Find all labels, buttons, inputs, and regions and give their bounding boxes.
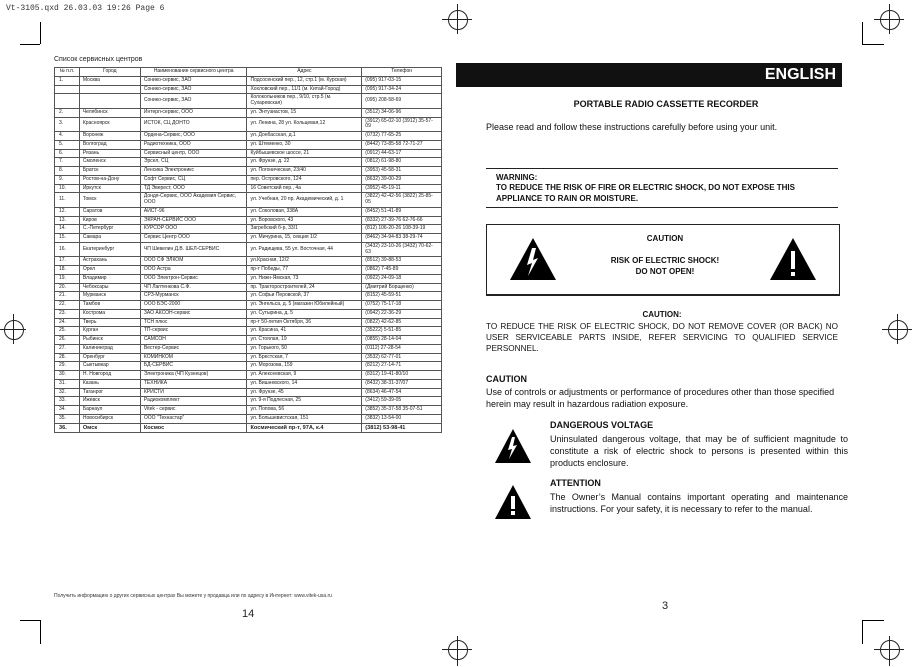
crop-mark — [862, 620, 863, 644]
row-number: 2. — [55, 108, 80, 117]
row-number: 24. — [55, 318, 80, 327]
row-phone: (8332) 27-39-76 62-76-66 — [362, 216, 442, 225]
row-phone: (8432) 38-31-37/07 — [362, 379, 442, 388]
row-center-name: ООО БЭС-2000 — [140, 301, 247, 310]
row-city: Смоленск — [79, 158, 140, 167]
exclamation-triangle-icon — [768, 236, 818, 282]
row-center-name: Сервис Центр ООО — [140, 234, 247, 243]
registration-mark-right — [888, 320, 908, 340]
table-row — [55, 371, 442, 380]
caution-body: TO REDUCE THE RISK OF ELECTRIC SHOCK, DO NOT REMOVE COVER (OR BACK) NO USER SERVICEABLE PARTS INSIDE, REFER SERVICING TO QUALIFIED SERVICE PERSONNEL. — [486, 322, 838, 354]
crop-mark — [40, 620, 41, 644]
row-center-name: Vitek - сервис — [140, 406, 247, 415]
row-address: ул. Ленина, 28 ул. Кольцевая,12 — [247, 117, 362, 132]
table-row — [55, 216, 442, 225]
row-phone: (8512) 39-88-53 — [362, 257, 442, 266]
row-phone: (3952) 45-19-11 — [362, 184, 442, 193]
crop-mark — [20, 620, 40, 621]
row-center-name: ЧП Лаптенкова С.Ф. — [140, 283, 247, 292]
row-phone: (095) 917-03-15 — [362, 76, 442, 85]
row-number: 10. — [55, 184, 80, 193]
row-city: Москва — [79, 76, 140, 85]
table-row — [55, 327, 442, 336]
row-center-name: Космос — [140, 423, 247, 432]
lightning-triangle-icon — [494, 428, 532, 464]
row-phone: (0732) 77-65-25 — [362, 132, 442, 141]
table-row — [55, 336, 442, 345]
caution-box-text — [590, 256, 740, 278]
row-address: ул. 9-я Подлесная, 25 — [247, 397, 362, 406]
row-city: Сыктывкар — [79, 362, 140, 371]
row-center-name: КОМИНКОМ — [140, 353, 247, 362]
row-phone: (0922) 24-09-18 — [362, 274, 442, 283]
row-number: 16. — [55, 242, 80, 257]
table-row — [55, 344, 442, 353]
row-center-name: ТД Эверест, ООО — [140, 184, 247, 193]
row-number: 33. — [55, 397, 80, 406]
row-phone: (095) 208-58-69 — [362, 94, 442, 109]
row-city: Екатеринбург — [79, 242, 140, 257]
row-city: Киров — [79, 216, 140, 225]
table-row — [55, 388, 442, 397]
table-row — [55, 234, 442, 243]
row-phone: (8312) 19-41-80/10 — [362, 371, 442, 380]
row-phone: (Дмитрий Борщенко) — [362, 283, 442, 292]
row-number: 21. — [55, 292, 80, 301]
row-phone: (3532) 62-77-01 — [362, 353, 442, 362]
row-center-name: Интерл-сервис, ООО — [140, 108, 247, 117]
row-number: 20. — [55, 283, 80, 292]
row-phone: (812) 106-20-26 108-39-19 — [362, 225, 442, 234]
registration-line — [897, 314, 898, 344]
column-header-phone: Телефон — [362, 68, 442, 77]
row-number: 4. — [55, 132, 80, 141]
row-number: 19. — [55, 274, 80, 283]
row-center-name: Сонико-сервис, ЗАО — [140, 76, 247, 85]
row-city — [79, 94, 140, 109]
row-phone: (0855) 28-14-04 — [362, 336, 442, 345]
crop-mark — [862, 22, 863, 44]
row-address: Колокольников пер., 9/10, стр.5 (м. Сухаревская) — [247, 94, 362, 109]
row-center-name: ЗАО АКСОН-сервис — [140, 309, 247, 318]
row-address: ул. Нижн-Ямская, 73 — [247, 274, 362, 283]
row-city: Волгоград — [79, 140, 140, 149]
row-phone: (0862) 7-45-89 — [362, 266, 442, 275]
row-address: 16 Советский пер., 4а — [247, 184, 362, 193]
row-address: пр-т Победы, 77 — [247, 266, 362, 275]
row-center-name: ООО "Технастар" — [140, 414, 247, 423]
column-header-city: Город — [79, 68, 140, 77]
row-phone: (0822) 42-62-85 — [362, 318, 442, 327]
registration-mark-left — [4, 320, 24, 340]
row-phone: (0912) 44-63-17 — [362, 149, 442, 158]
intro-text: Please read and follow these instructions carefully before using your unit. — [486, 122, 778, 132]
row-address: ул. Штеменко, 30 — [247, 140, 362, 149]
row-center-name: Электроника (ЧП Кузнецов) — [140, 371, 247, 380]
row-city: Братск — [79, 167, 140, 176]
row-address: ул. Алексеевская, 9 — [247, 371, 362, 380]
row-number: 12. — [55, 207, 80, 216]
caution-box-title: CAUTION — [646, 234, 684, 243]
row-city: Воронеж — [79, 132, 140, 141]
row-address: ул. Горького, 50 — [247, 344, 362, 353]
row-address: пр-т 50-летия Октября, 36 — [247, 318, 362, 327]
row-city: Казань — [79, 379, 140, 388]
table-row — [55, 207, 442, 216]
radiation-caution-body: Use of controls or adjustments or performance of procedures other than those specified herein may result in hazardous radiation exposure. — [486, 387, 835, 410]
row-address: ул. Мичурина, 15, секция 1/2 — [247, 234, 362, 243]
row-address: ул. Учебная, 20 пр. Академический, д. 1 — [247, 193, 362, 208]
row-center-name: Эрсел, СЦ — [140, 158, 247, 167]
row-city: Владимир — [79, 274, 140, 283]
caution-box-divider — [486, 294, 840, 295]
row-center-name: Радиокомплект — [140, 397, 247, 406]
row-center-name: ТП-сервис — [140, 327, 247, 336]
row-number: 8. — [55, 167, 80, 176]
row-city — [79, 85, 140, 94]
row-phone: (3852) 35-37-58 35-07-51 — [362, 406, 442, 415]
row-city: Орел — [79, 266, 140, 275]
column-header-center-name: Наименование сервисного центра — [140, 68, 247, 77]
row-address: ул. Погоническая, 23/40 — [247, 167, 362, 176]
row-city: Ростов-на-Дону — [79, 175, 140, 184]
row-address: ул.Красная, 12/2 — [247, 257, 362, 266]
row-number: 35. — [55, 414, 80, 423]
row-center-name: Вестер-Сервис — [140, 344, 247, 353]
row-center-name: ТСН плюс — [140, 318, 247, 327]
table-row — [55, 85, 442, 94]
row-address: Куйбышевское шоссе, 21 — [247, 149, 362, 158]
row-address: ул. Донбасская, д.1 — [247, 132, 362, 141]
row-address: Хохловский пер., 11/1 (м. Китай-Город) — [247, 85, 362, 94]
page-number-right: 3 — [662, 600, 669, 612]
row-address: ул. Софьи Перовской, 37 — [247, 292, 362, 301]
row-phone: (3412) 59-39-05 — [362, 397, 442, 406]
row-city: Курган — [79, 327, 140, 336]
row-number: 9. — [55, 175, 80, 184]
row-center-name: Сонико-сервис, ЗАО — [140, 85, 247, 94]
row-address: ул. Морозова, 159 — [247, 362, 362, 371]
row-number: 27. — [55, 344, 80, 353]
attention-heading: ATTENTION — [550, 478, 601, 488]
table-row — [55, 184, 442, 193]
row-address: ул. Энтузиастов, 15 — [247, 108, 362, 117]
row-city: Оренбург — [79, 353, 140, 362]
row-city: Астрахань — [79, 257, 140, 266]
table-row — [55, 414, 442, 423]
row-phone: (0112) 27-28-54 — [362, 344, 442, 353]
row-center-name: Сервисный центр, ООО — [140, 149, 247, 158]
row-city: Тверь — [79, 318, 140, 327]
row-city: Мурманск — [79, 292, 140, 301]
row-number: 23. — [55, 309, 80, 318]
column-header-number: № п.п. — [55, 68, 80, 77]
page-number-left: 14 — [242, 608, 255, 620]
crop-mark — [40, 22, 41, 44]
table-row — [55, 266, 442, 275]
row-center-name: ТЕХНИКА — [140, 379, 247, 388]
row-phone: (8212) 27-14-71 — [362, 362, 442, 371]
row-center-name: ООО СФ ЭЛКОМ — [140, 257, 247, 266]
attention-body: The Owner’s Manual contains important operating and maintenance instructions. For your safety, it is necessary to refer to the manual. — [550, 492, 848, 515]
row-address: ул. Стоялая, 19 — [247, 336, 362, 345]
dangerous-voltage-body: Uninsulated dangerous voltage, that may be of sufficient magnitude to constitute a risk of electric shock to persons is presented within this products enclosure. — [550, 434, 848, 469]
table-row — [55, 353, 442, 362]
row-city: Ижевск — [79, 397, 140, 406]
table-row — [55, 108, 442, 117]
row-number: 32. — [55, 388, 80, 397]
table-row — [55, 225, 442, 234]
row-center-name: ЧП Шевелин Д.В. ШЕЛ-СЕРВИС — [140, 242, 247, 257]
row-number: 22. — [55, 301, 80, 310]
table-row — [55, 406, 442, 415]
service-centers-table — [54, 67, 442, 433]
row-number: 30. — [55, 371, 80, 380]
row-number — [55, 94, 80, 109]
table-row — [55, 175, 442, 184]
row-phone: (8452) 51-41-89 — [362, 207, 442, 216]
row-city: С.-Петербург — [79, 225, 140, 234]
row-number: 6. — [55, 149, 80, 158]
row-number: 29. — [55, 362, 80, 371]
row-center-name: САМСОН — [140, 336, 247, 345]
table-row — [55, 140, 442, 149]
row-phone: (095) 917-34-24 — [362, 85, 442, 94]
table-row — [55, 76, 442, 85]
row-phone: (3832) 13-54-00 — [362, 414, 442, 423]
row-phone: (3822) 42-42-56 (3822) 25-85-05 — [362, 193, 442, 208]
row-city: Н. Новгород — [79, 371, 140, 380]
row-city: Самара — [79, 234, 140, 243]
row-city: Новосибирск — [79, 414, 140, 423]
row-center-name: ИСТОК, СЦ ДОНТО — [140, 117, 247, 132]
row-number: 13. — [55, 216, 80, 225]
table-row — [55, 193, 442, 208]
row-address: ул. Энгельса, д. 5 (магазин Юбилейный) — [247, 301, 362, 310]
row-city: Челябинск — [79, 108, 140, 117]
lightning-triangle-icon — [508, 236, 558, 282]
warning-heading: WARNING: — [496, 173, 538, 182]
table-row — [55, 318, 442, 327]
row-phone: (35222) 5-51-85 — [362, 327, 442, 336]
row-number: 7. — [55, 158, 80, 167]
registration-line — [889, 4, 890, 34]
service-centers-footer: Получить информацию о других сервисных центрах Вы можете у продавца или по адресу в Интернет: www.vitek-usa.ru — [54, 593, 332, 599]
row-city: Томск — [79, 193, 140, 208]
registration-line — [889, 636, 890, 666]
row-number: 31. — [55, 379, 80, 388]
table-row — [55, 301, 442, 310]
row-center-name: СРЗ-Мурманск — [140, 292, 247, 301]
table-row — [55, 242, 442, 257]
row-phone: (3953) 45-58-31 — [362, 167, 442, 176]
row-address: ул. Воровского, 43 — [247, 216, 362, 225]
row-address: ул. Сутырина, д. 5 — [247, 309, 362, 318]
row-center-name: ООО Астра — [140, 266, 247, 275]
registration-line — [457, 4, 458, 34]
service-centers-title: Список сервисных центров — [54, 56, 143, 63]
table-row — [55, 309, 442, 318]
row-number: 5. — [55, 140, 80, 149]
registration-mark-bottom — [448, 640, 468, 660]
product-title: PORTABLE RADIO CASSETTE RECORDER — [573, 99, 759, 109]
row-phone: (8634) 46-47-54 — [362, 388, 442, 397]
row-city: Тамбов — [79, 301, 140, 310]
row-address: ул. Красина, 41 — [247, 327, 362, 336]
crop-mark — [862, 620, 884, 621]
table-row — [55, 397, 442, 406]
radiation-caution-heading: CAUTION — [486, 374, 527, 384]
row-center-name: КРИСТИ — [140, 388, 247, 397]
table-row — [55, 423, 442, 432]
table-body — [55, 76, 442, 432]
crop-mark — [20, 44, 40, 45]
warning-body: TO REDUCE THE RISK OF FIRE OR ELECTRIC SHOCK, DO NOT EXPOSE THIS APPLIANCE TO RAIN OR MOISTURE. — [496, 183, 795, 203]
row-phone: (0942) 22-36-29 — [362, 309, 442, 318]
table-row — [55, 283, 442, 292]
row-address: пер. Островского, 124 — [247, 175, 362, 184]
row-address: ул. Фрунзе, д. 22 — [247, 158, 362, 167]
row-number: 1. — [55, 76, 80, 85]
table-row — [55, 132, 442, 141]
registration-mark-bottom-right — [880, 640, 900, 660]
table-row — [55, 292, 442, 301]
caution-box-line1: RISK OF ELECTRIC SHOCK! — [610, 256, 720, 265]
row-center-name: ООО Электрон-Сервис — [140, 274, 247, 283]
row-phone: (8462) 34-94-83 38-29-74 — [362, 234, 442, 243]
table-row — [55, 167, 442, 176]
row-number: 18. — [55, 266, 80, 275]
row-address: Загребский б-р, 33/1 — [247, 225, 362, 234]
table-row — [55, 257, 442, 266]
row-city: Красноярск — [79, 117, 140, 132]
row-number: 11. — [55, 193, 80, 208]
registration-line — [13, 314, 14, 344]
registration-mark-top-right — [880, 10, 900, 30]
row-address: ул. Попова, 56 — [247, 406, 362, 415]
table-row — [55, 94, 442, 109]
row-number: 3. — [55, 117, 80, 132]
table-row — [55, 362, 442, 371]
print-header: Vt-3105.qxd 26.03.03 19:26 Page 6 — [6, 4, 165, 13]
registration-line — [457, 636, 458, 666]
row-city: Барнаул — [79, 406, 140, 415]
row-address: Космический пр-т, 97А, к.4 — [247, 423, 362, 432]
row-number: 15. — [55, 234, 80, 243]
row-address: ул. Фрунзе, 45 — [247, 388, 362, 397]
row-number: 34. — [55, 406, 80, 415]
row-center-name: Радиотехника, ООО — [140, 140, 247, 149]
row-center-name: ЭКРАН-СЕРВИС ООО — [140, 216, 247, 225]
row-address: пр. Тракторостроителей, 24 — [247, 283, 362, 292]
row-city: Кострома — [79, 309, 140, 318]
column-header-address: Адрес — [247, 68, 362, 77]
row-number: 36. — [55, 423, 80, 432]
row-center-name: Ордена-Сервис, ООО — [140, 132, 247, 141]
crop-mark — [862, 44, 884, 45]
row-phone: (3912) 65-02-10 (3912) 35-57-09 — [362, 117, 442, 132]
row-center-name: Ленсика Электроникс — [140, 167, 247, 176]
row-center-name: АИСТ-96 — [140, 207, 247, 216]
row-city: Таганрог — [79, 388, 140, 397]
row-number: 17. — [55, 257, 80, 266]
row-phone: (3512) 34-06-96 — [362, 108, 442, 117]
row-city: Иркутск — [79, 184, 140, 193]
row-address: ул. Вишневского, 14 — [247, 379, 362, 388]
row-phone: (8442) 73-85-58 72-71-27 — [362, 140, 442, 149]
table-row — [55, 379, 442, 388]
row-address: ул. Брестская, 7 — [247, 353, 362, 362]
row-address: ул. Соколовая, 338А — [247, 207, 362, 216]
row-number — [55, 85, 80, 94]
row-city: Чебоксары — [79, 283, 140, 292]
table-header-row — [55, 68, 442, 77]
row-center-name: БД-СЕРВИС — [140, 362, 247, 371]
row-center-name: Сонико-сервис, ЗАО — [140, 94, 247, 109]
row-phone: (8632) 39-00-29 — [362, 175, 442, 184]
row-phone: (3432) 23-10-26 (3432) 70-62-63 — [362, 242, 442, 257]
row-city: Саратов — [79, 207, 140, 216]
row-center-name: КУРСОР ООО — [140, 225, 247, 234]
row-address: ул. Большевистская, 151 — [247, 414, 362, 423]
table-row — [55, 158, 442, 167]
row-phone: (0812) 61-98-80 — [362, 158, 442, 167]
row-number: 28. — [55, 353, 80, 362]
row-number: 14. — [55, 225, 80, 234]
row-city: Рязань — [79, 149, 140, 158]
dangerous-voltage-heading: DANGEROUS VOLTAGE — [550, 420, 654, 430]
row-phone: (3812) 53-98-41 — [362, 423, 442, 432]
registration-mark-top-left — [448, 10, 468, 30]
row-center-name: Софт Сервис, СЦ — [140, 175, 247, 184]
row-city: Калининград — [79, 344, 140, 353]
row-phone: (8152) 45-59-51 — [362, 292, 442, 301]
caution-heading: CAUTION: — [642, 310, 682, 319]
row-address: Подсосенский пер., 12, стр.1 (м. Курская) — [247, 76, 362, 85]
row-number: 25. — [55, 327, 80, 336]
row-city: Рыбинск — [79, 336, 140, 345]
row-phone: (0752) 75-17-18 — [362, 301, 442, 310]
caution-box-line2: DO NOT OPEN! — [635, 266, 695, 276]
table-row — [55, 149, 442, 158]
language-label: ENGLISH — [764, 66, 836, 83]
row-center-name: Дондя-Сервис, ООО Академия Сервис, ООО — [140, 193, 247, 208]
row-city: Омск — [79, 423, 140, 432]
warning-box — [486, 168, 838, 208]
exclamation-triangle-icon — [494, 484, 532, 520]
table-row — [55, 274, 442, 283]
row-address: ул. Радищева, 55 ул. Восточная, 44 — [247, 242, 362, 257]
row-number: 26. — [55, 336, 80, 345]
table-row — [55, 117, 442, 132]
